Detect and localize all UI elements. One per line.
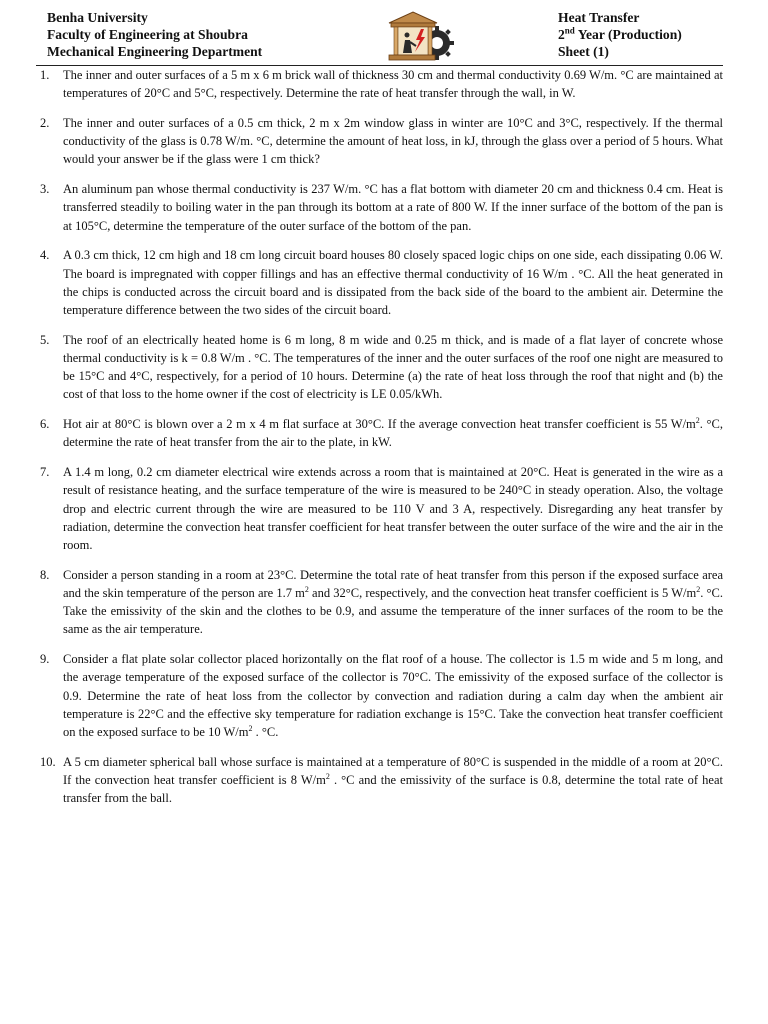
problem-number: 7. (40, 465, 50, 480)
problem-7 (36, 463, 723, 554)
year-text: Year (Production) (574, 27, 682, 42)
problem-text (63, 652, 723, 739)
problem-6 (36, 415, 723, 451)
problem-text: An aluminum pan whose thermal conductivity is 237 W/m. °C has a flat bottom with diameter 20 cm and thickness 0.4 cm. Heat is transferred steadily to boiling water in the pan through its bottom at a rate of 800 W. If the inner surface of the bottom of the pan is at 105°C, determine the temperature of the outer surface of the bottom of the pan. (63, 182, 723, 233)
problem-9 (36, 650, 723, 741)
problem-text-part: Hot air at 80°C is blown over a 2 m x 4 m flat surface at 30°C. If the average convection heat transfer coefficient is 55 W/m (63, 417, 696, 432)
problem-text-part: A 5 cm diameter spherical ball whose surface is maintained at a temperature of 80°C is suspended in the middle of a room at 20°C. If the convection heat transfer coefficient is 8 W/m (63, 754, 723, 788)
problem-number: 2. (40, 116, 50, 130)
university-logo-icon (385, 9, 457, 65)
problem-text-part: and 32°C, respectively, and the convection heat transfer coefficient is 5 W/m (308, 586, 697, 601)
problem-text (63, 755, 723, 805)
problem-number: 9. (40, 652, 50, 667)
institution-block (47, 9, 262, 60)
problem-number: 8. (40, 567, 50, 582)
university-name: Benha University (47, 10, 148, 25)
sheet-number: Sheet (1) (558, 44, 609, 59)
problem-text (63, 568, 723, 637)
superscript: 2 (248, 723, 253, 733)
problem-1 (36, 66, 723, 102)
problem-text-part: Consider a flat plate solar collector placed horizontally on the flat roof of a house. The collector is 1.5 m wide and 5 m long, and the average temperature of the exposed surface of the collector is 70°C. The emissivity of the exposed surface of the collector is 0.9. Determine the rate of heat loss from the collector by convection and radiation during a calm day when the ambient air temperature is 22°C and the effective sky temperature for radiation exchange is 15°C. Take the convection heat transfer coefficient on the exposed surface to be 10 W/m (63, 652, 723, 740)
problem-number: 10. (40, 754, 56, 769)
problem-text: A 1.4 m long, 0.2 cm diameter electrical wire extends across a room that is maintained at 20°C. Heat is generated in the wire as a result of resistance heating, and the surface temperature of the wire is measured to be 240°C in steady operation. Also, the voltage drop and electric current through the wire are measured to be 110 V and 3 A, respectively. Disregarding any heat transfer by radiation, determine the convection heat transfer coefficient for heat transfer between the outer surface of the wire and the air in the room. (63, 465, 723, 553)
page-header (47, 9, 723, 65)
department-name: Mechanical Engineering Department (47, 44, 263, 59)
problem-number: 5. (40, 332, 50, 347)
problem-number: 3. (40, 182, 50, 197)
academic-year (558, 26, 682, 43)
problem-list (36, 66, 723, 819)
problem-text (63, 417, 723, 449)
superscript: 2 (325, 771, 330, 781)
problem-10 (36, 753, 723, 808)
problem-text-part: . °C, determine the rate of heat transfer from the air to the plate, in kW. (63, 417, 723, 450)
year-number: 2 (558, 27, 565, 42)
problem-text: The inner and outer surfaces of a 0.5 cm thick, 2 m x 2m window glass in winter are 10°C and 3°C, respectively. If the thermal conductivity of the glass is 0.78 W/m. °C, determine the amount of heat loss, in kJ, through the glass over a period of 5 hours. What would your answer be if the glass were 1 cm thick? (63, 116, 723, 167)
problem-number: 6. (40, 417, 50, 432)
problem-text-part: . °C. (252, 725, 279, 740)
faculty-name: Faculty of Engineering at Shoubra (47, 27, 248, 42)
problem-3 (36, 180, 723, 235)
problem-text-part: . °C and the emissivity of the surface is 0.8, determine the total rate of heat transfer from the ball. (63, 773, 723, 806)
problem-text-part: Consider a person standing in a room at 23°C. Determine the total rate of heat transfer from this person if the exposed surface area and the skin temperature of the person are 1.7 m (63, 567, 723, 601)
superscript: 2 (304, 584, 309, 594)
superscript: 2 (695, 416, 700, 426)
problem-5 (36, 331, 723, 404)
problem-text: A 0.3 cm thick, 12 cm high and 18 cm long circuit board houses 80 closely spaced logic chips on one side, each dissipating 0.06 W. The board is impregnated with copper fillings and has an effective thermal conductivity of 16 W/m . °C. All the heat generated in the chips is conducted across the circuit board and is dissipated from the back side of the board to the ambient air. Determine the temperature difference between the two sides of the circuit board. (63, 248, 723, 318)
problem-text-part: . °C. Take the emissivity of the skin and the clothes to be 0.9, and assume the temperature of the inner surfaces of the room to be the same as the air temperature. (63, 586, 723, 637)
problem-number: 1. (40, 68, 50, 82)
year-ordinal-suffix: nd (564, 25, 575, 36)
problem-8 (36, 566, 723, 639)
problem-text: The inner and outer surfaces of a 5 m x 6 m brick wall of thickness 30 cm and thermal conductivity 0.69 W/m. °C are maintained at temperatures of 20°C and 5°C, respectively. Determine the rate of heat transfer through the wall, in W. (63, 68, 723, 101)
course-block (558, 9, 682, 60)
course-title: Heat Transfer (558, 10, 640, 25)
problem-text: The roof of an electrically heated home is 6 m long, 8 m wide and 0.25 m thick, and is made of a flat layer of concrete whose thermal conductivity is k = 0.8 W/m . °C. The temperatures of the inner and the outer surfaces of the roof one night are measured to be 15°C and 4°C, respectively, for a period of 10 hours. Determine (a) the rate of heat loss through the roof that night and (b) the cost of that loss to the home owner if the cost of electricity is LE 0.05/kWh. (63, 332, 723, 402)
problem-2 (36, 114, 723, 169)
problem-number: 4. (40, 248, 50, 263)
problem-4 (36, 246, 723, 319)
superscript: 2 (696, 584, 701, 594)
